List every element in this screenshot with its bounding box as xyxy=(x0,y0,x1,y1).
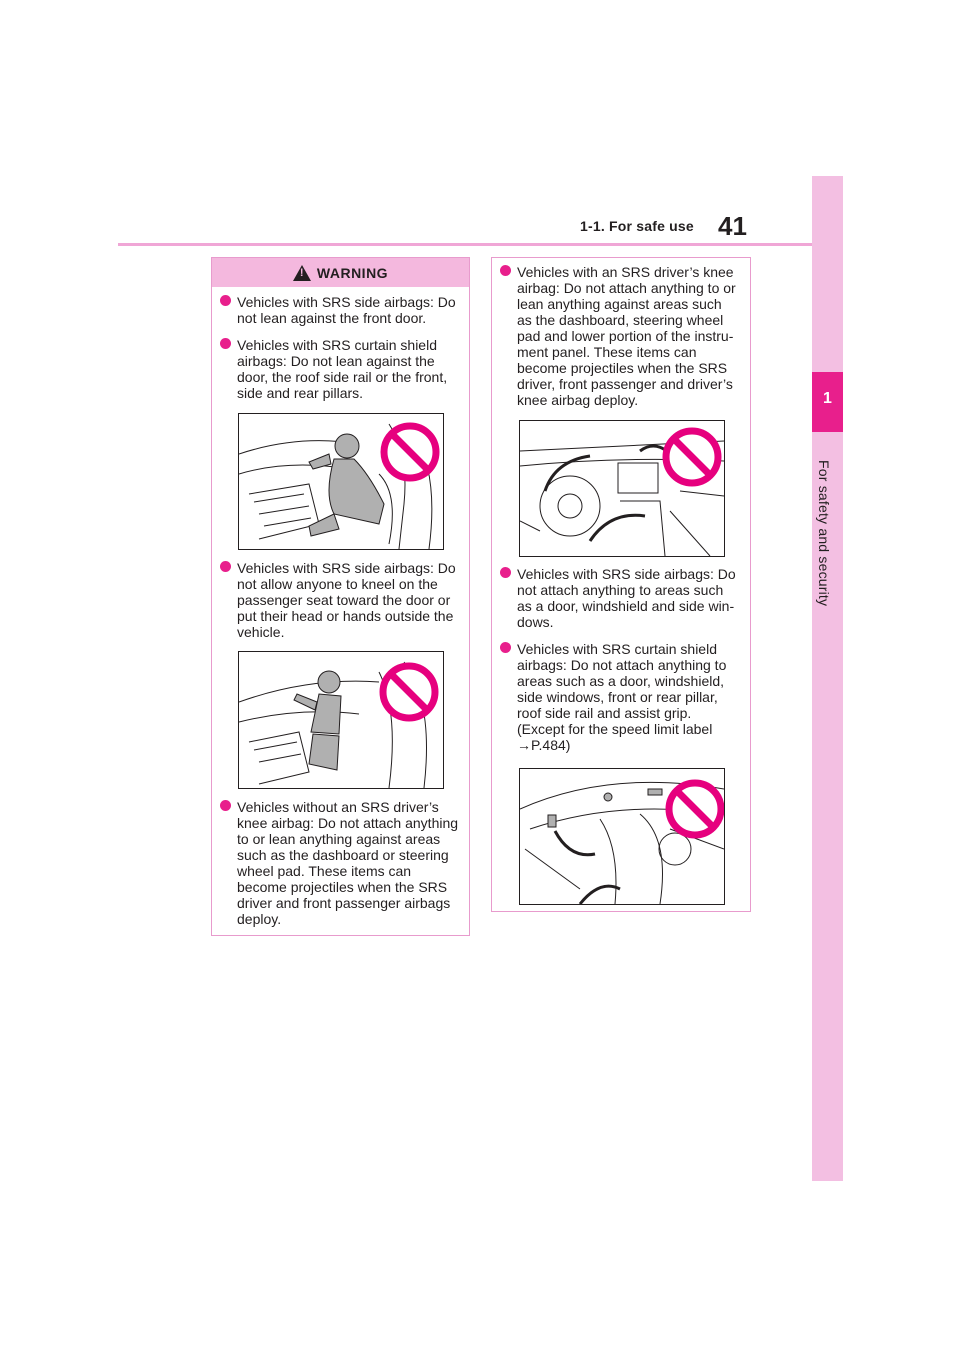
bullet-dot-icon xyxy=(220,338,231,349)
bullet-dot-icon xyxy=(220,295,231,306)
bullet-item xyxy=(500,264,746,408)
illustration-leaning-door xyxy=(238,413,444,550)
bullet-text: Vehicles without an SRS driver’s knee airbag: Do not attach anything to or lean anything against areas such as the dashboard or steering wheel pad. These items can become projectiles when the SRS driver and front passenger airbags deploy. xyxy=(237,799,459,927)
warning-box-left xyxy=(211,257,470,936)
illustration-cabin-interior xyxy=(519,768,725,905)
bullet-text: Vehicles with SRS curtain shield airbags: Do not attach anything to areas such as a door, windshield, side windows, front or rear pillar, roof side rail and assist grip. (Except for the speed limit label →P.484) xyxy=(517,641,727,753)
bullet-text: Vehicles with an SRS driver’s knee airbag: Do not attach anything to or lean anything against areas such as the dashboard, steering wheel pad and lower portion of the instru- ment panel. These items can become projectiles when the SRS driver, front passenger and driver’s knee airbag deploy. xyxy=(517,264,736,408)
header-rule xyxy=(118,243,812,246)
section-title: 1-1. For safe use xyxy=(580,218,694,234)
bullet-text: Vehicles with SRS side airbags: Do not attach anything to areas such as a door, windshield and side win- dows. xyxy=(517,566,736,630)
bullet-text: Vehicles with SRS side airbags: Do not allow anyone to kneel on the passenger seat toward the door or put their head or hands outside the vehicle. xyxy=(237,560,456,640)
bullet-item xyxy=(220,560,466,640)
bullet-item xyxy=(220,337,466,401)
bullet-item xyxy=(500,641,746,753)
warning-header xyxy=(212,258,469,287)
bullet-dot-icon xyxy=(500,567,511,578)
warning-box-right xyxy=(491,257,751,912)
illustration-dashboard xyxy=(519,420,725,557)
warning-triangle-icon xyxy=(293,265,311,281)
warning-label: WARNING xyxy=(316,264,389,281)
bullet-dot-icon xyxy=(220,561,231,572)
bullet-text: Vehicles with SRS curtain shield airbags: Do not lean against the door, the roof side rail or the front, side and rear pillars. xyxy=(237,337,448,401)
bullet-dot-icon xyxy=(220,800,231,811)
chapter-title: For safety and security xyxy=(816,460,832,607)
illustration-kneeling-passenger xyxy=(238,651,444,789)
bullet-item xyxy=(220,294,466,326)
bullet-item xyxy=(500,566,746,630)
bullet-text: Vehicles with SRS side airbags: Do not lean against the front door. xyxy=(237,294,456,326)
bullet-dot-icon xyxy=(500,642,511,653)
page-number: 41 xyxy=(718,211,747,241)
bullet-item xyxy=(220,799,466,927)
side-tab xyxy=(812,176,843,1181)
bullet-dot-icon xyxy=(500,265,511,276)
chapter-number: 1 xyxy=(823,390,832,407)
